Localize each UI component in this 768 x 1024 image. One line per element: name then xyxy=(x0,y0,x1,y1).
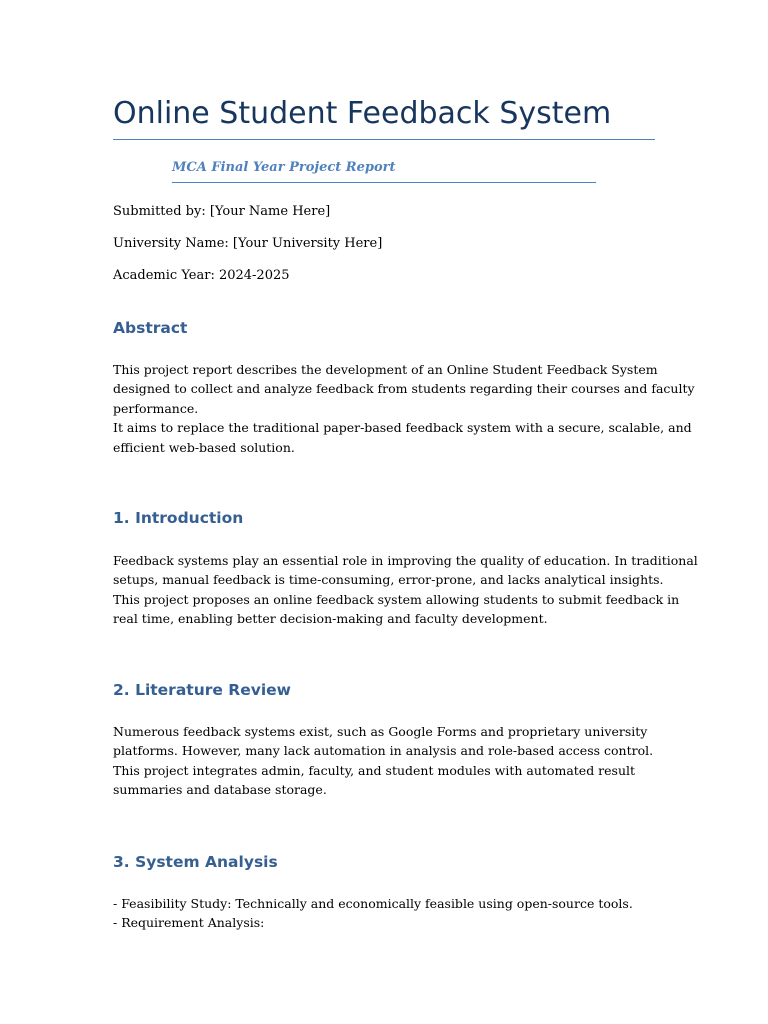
academic-year-line: Academic Year: 2024-2025 xyxy=(113,268,290,283)
document-title: Online Student Feedback System xyxy=(113,96,612,131)
document-subtitle: MCA Final Year Project Report xyxy=(172,160,396,175)
literature-review-line: summaries and database storage. xyxy=(113,782,327,798)
subtitle-divider xyxy=(172,182,596,183)
literature-review-paragraph xyxy=(113,722,658,800)
introduction-line: This project proposes an online feedback system allowing students to submit feedback in xyxy=(113,591,680,607)
system-analysis-line: - Feasibility Study: Technically and economically feasible using open-source tools. xyxy=(113,896,633,911)
abstract-line: This project report describes the development of an Online Student Feedback System xyxy=(113,362,658,377)
abstract-line: performance. xyxy=(113,400,199,416)
system-analysis-paragraph xyxy=(113,894,658,933)
submitted-by-line: Submitted by: [Your Name Here] xyxy=(113,204,331,219)
abstract-line: efficient web-based solution. xyxy=(113,439,295,455)
literature-review-line: This project integrates admin, faculty, and student modules with automated result xyxy=(113,762,636,778)
abstract-paragraph xyxy=(113,360,695,457)
introduction-heading: 1. Introduction xyxy=(113,509,244,527)
literature-review-line: Numerous feedback systems exist, such as Google Forms and proprietary university xyxy=(113,724,648,739)
literature-review-line: platforms. However, many lack automation in analysis and role-based access control. xyxy=(113,743,654,759)
system-analysis-heading: 3. System Analysis xyxy=(113,853,278,871)
introduction-line: real time, enabling better decision-making and faculty development. xyxy=(113,611,548,627)
introduction-line: Feedback systems play an essential role in improving the quality of education. In traditional xyxy=(113,553,698,568)
abstract-line: designed to collect and analyze feedback from students regarding their courses and faculty xyxy=(113,381,695,397)
abstract-heading: Abstract xyxy=(113,319,188,337)
abstract-line: It aims to replace the traditional paper-based feedback system with a secure, scalable, and xyxy=(113,420,692,436)
introduction-paragraph xyxy=(113,551,698,629)
literature-review-heading: 2. Literature Review xyxy=(113,681,291,699)
system-analysis-line: - Requirement Analysis: xyxy=(113,915,265,931)
introduction-line: setups, manual feedback is time-consuming, error-prone, and lacks analytical insights. xyxy=(113,572,664,588)
title-divider xyxy=(113,139,655,140)
university-line: University Name: [Your University Here] xyxy=(113,236,383,251)
